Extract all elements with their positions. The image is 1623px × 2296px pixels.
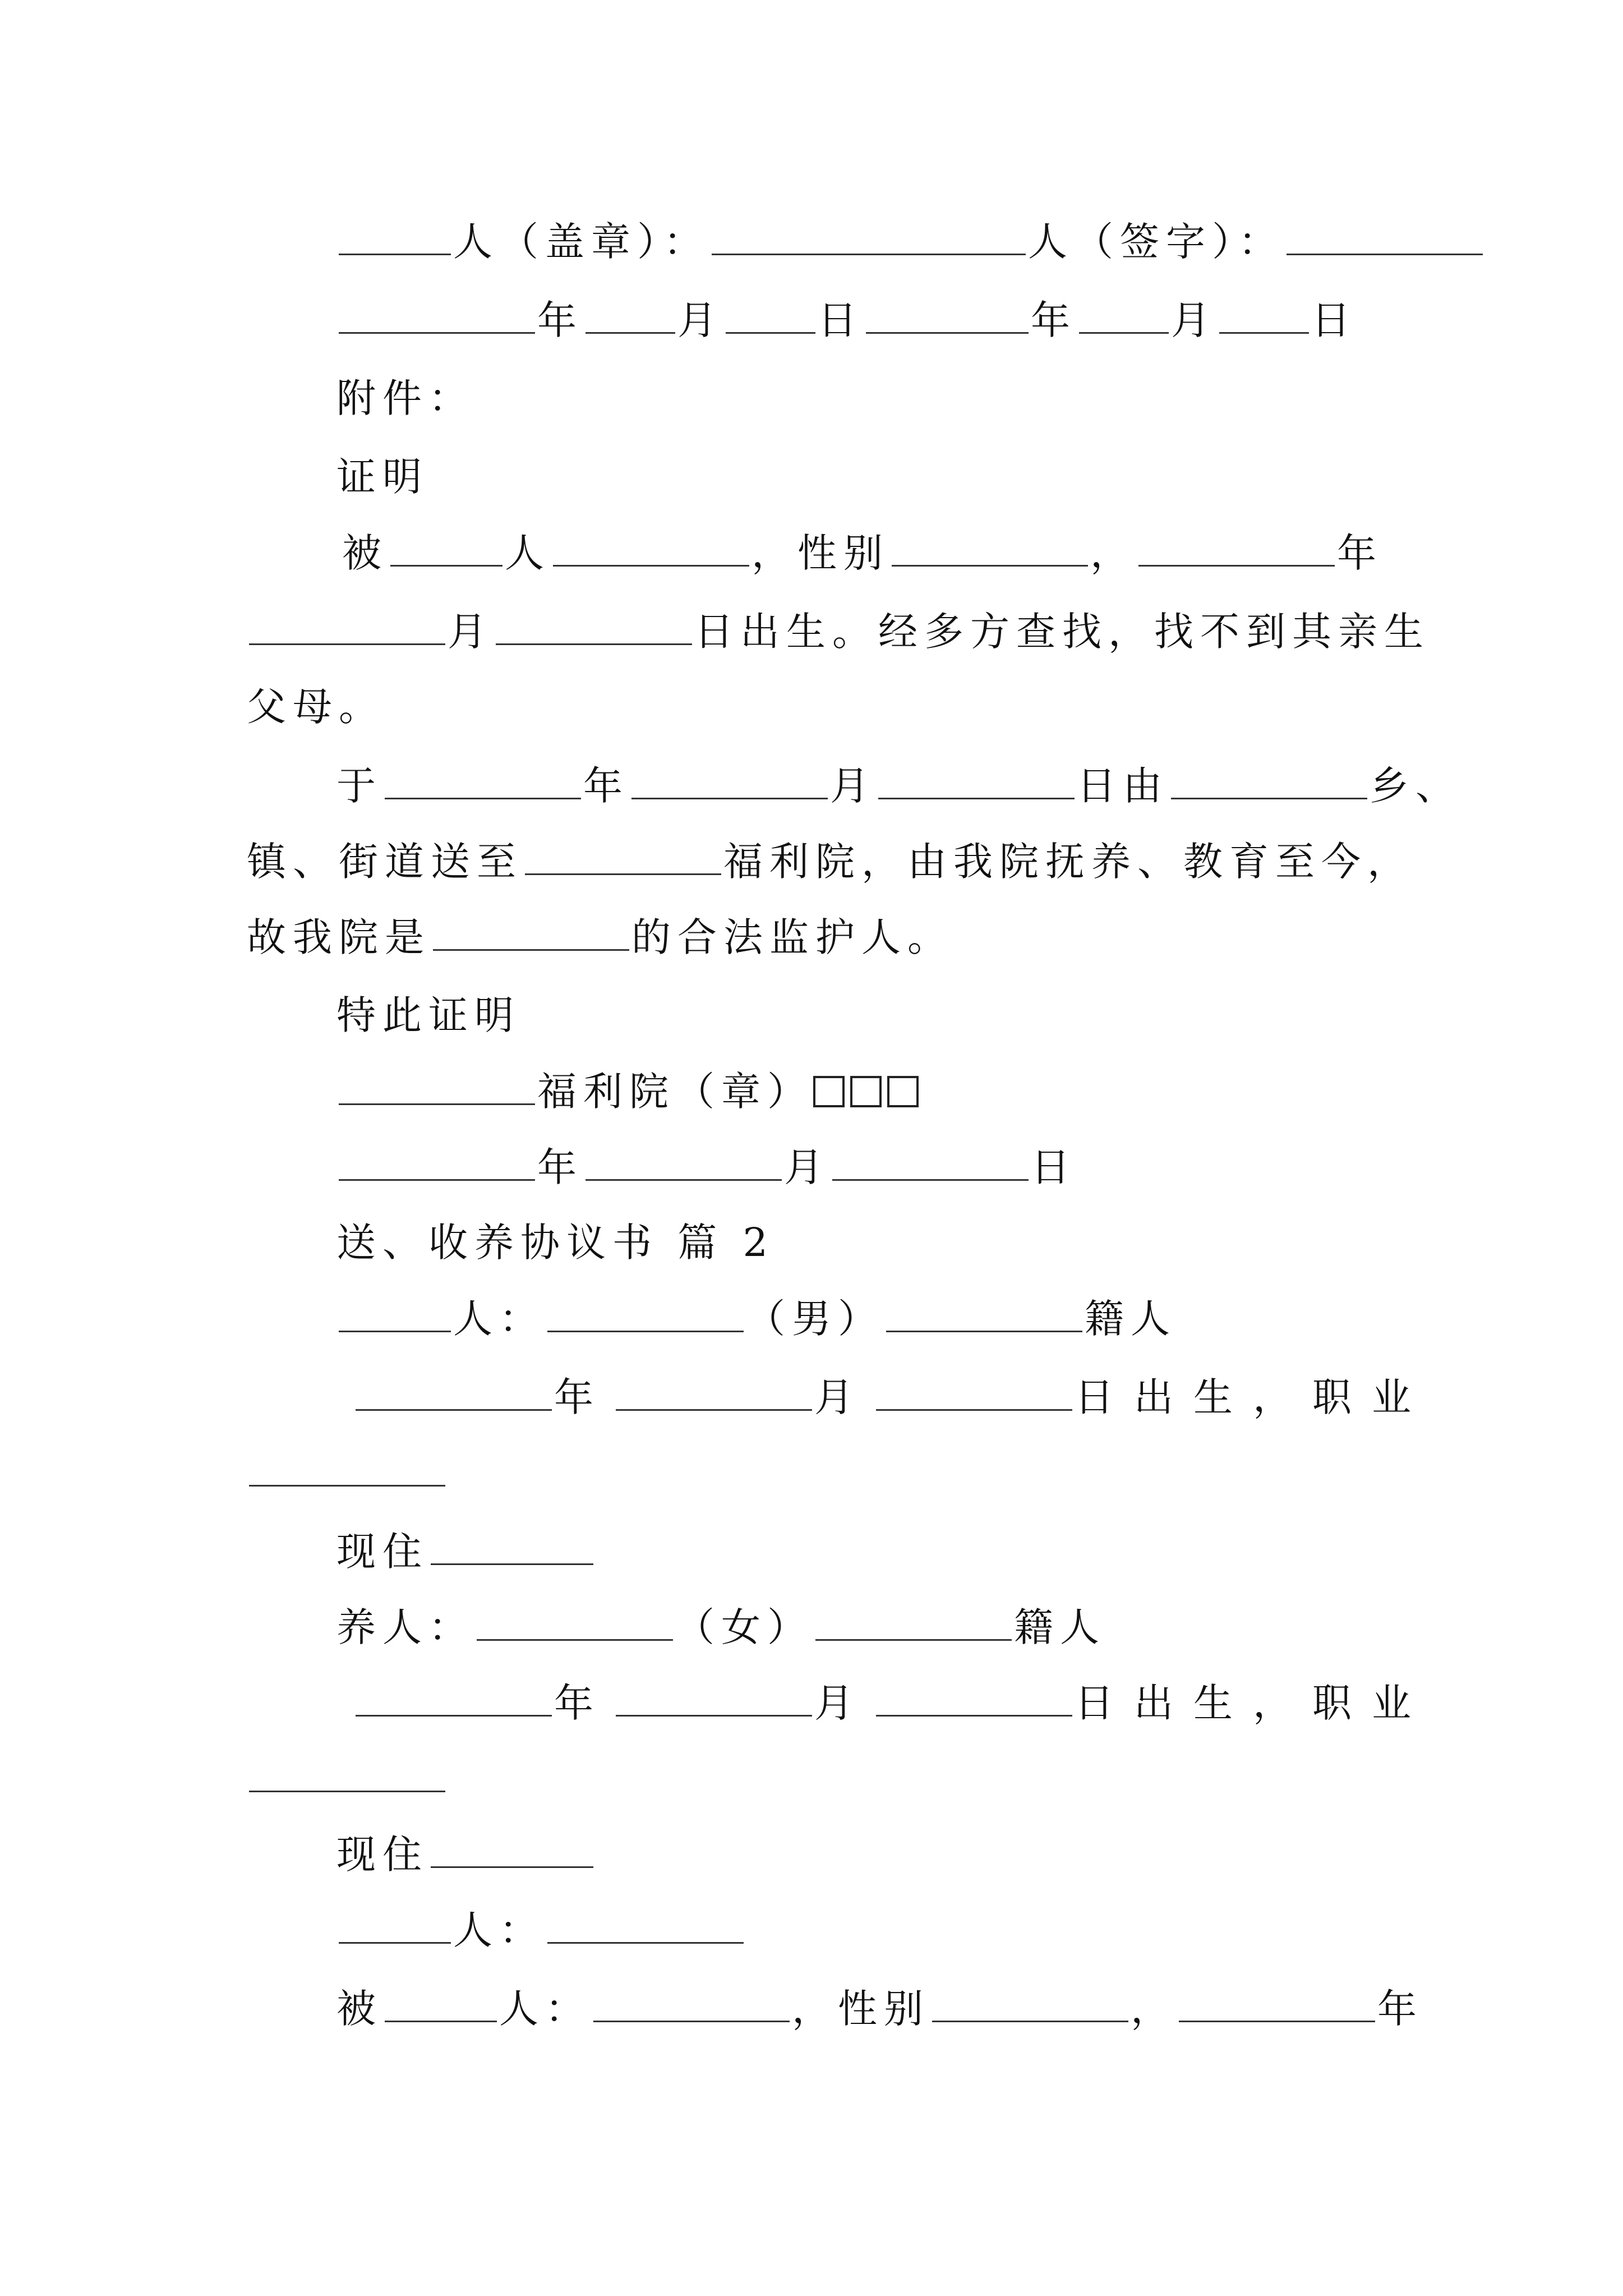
cert-para-line: [336, 757, 1461, 813]
blank-field[interactable]: [339, 1902, 451, 1944]
adopter-line: [336, 1599, 1106, 1655]
seal-line: [336, 1063, 924, 1119]
sign-line: [336, 213, 1485, 269]
blank-field[interactable]: [832, 1139, 1029, 1181]
year-label: 年: [1031, 297, 1077, 343]
blank-field[interactable]: [585, 1139, 782, 1181]
text: 现住: [336, 1529, 428, 1575]
text: 年: [537, 1144, 583, 1190]
text: 镇、街道送至: [247, 839, 523, 885]
text: 日由: [1077, 763, 1169, 809]
blank-field[interactable]: [631, 757, 828, 799]
blank-field[interactable]: [1171, 757, 1367, 799]
text: 养人：: [336, 1604, 474, 1650]
blank-field[interactable]: [431, 1826, 593, 1868]
text: ，: [1131, 1986, 1177, 2032]
text: 月: [784, 1144, 830, 1190]
sign-label: 人（签字）：: [1028, 219, 1284, 265]
blank-field[interactable]: [616, 1369, 812, 1411]
blank-field[interactable]: [726, 292, 815, 334]
text: 籍人: [1085, 1296, 1177, 1342]
attachment-label: 附件：: [336, 375, 474, 421]
text: 日: [1031, 1144, 1077, 1190]
text: 于: [336, 763, 382, 809]
blank-field[interactable]: [1138, 524, 1335, 567]
seal-date-line: [336, 1139, 1077, 1195]
text: 日出生。经多方查找，找不到其亲生: [694, 609, 1430, 655]
text: 现住: [336, 1832, 428, 1878]
cert-para-line: 父母。: [247, 684, 385, 730]
month-label: 月: [1171, 297, 1217, 343]
text: 乡、: [1370, 763, 1461, 809]
blank-field[interactable]: [496, 603, 692, 645]
cert-para-line: [247, 909, 953, 965]
blank-field[interactable]: [249, 1750, 445, 1792]
text: 人：: [499, 1986, 591, 2032]
blank-field[interactable]: [886, 1290, 1082, 1332]
blank-field[interactable]: [593, 1980, 790, 2022]
blank-field[interactable]: [339, 1063, 535, 1105]
text: 日出生，职业: [1075, 1680, 1431, 1726]
occupation-line: [247, 1444, 448, 1501]
text: 籍人: [1014, 1604, 1106, 1650]
blank-field[interactable]: [585, 292, 675, 334]
blank-field[interactable]: [878, 757, 1075, 799]
text: 被: [336, 1986, 382, 2032]
cert-para-line: [342, 524, 1383, 581]
text: ，: [1090, 530, 1136, 576]
special-certify: 特此证明: [336, 992, 520, 1038]
blank-field[interactable]: [249, 603, 445, 645]
blank-field[interactable]: [356, 1369, 552, 1411]
blank-field[interactable]: [356, 1674, 552, 1717]
day-label: 日: [818, 297, 864, 343]
adoptee-line: [336, 1980, 1423, 2036]
month-label: 月: [677, 297, 723, 343]
text: 性别: [838, 1986, 930, 2032]
text: 被: [342, 530, 388, 576]
blank-field[interactable]: [339, 213, 451, 255]
text: （男）: [746, 1296, 884, 1342]
text: 日出生，职业: [1075, 1374, 1431, 1420]
blank-field[interactable]: [390, 524, 502, 567]
checkbox-icon: [813, 1076, 845, 1107]
blank-field[interactable]: [339, 292, 535, 334]
date-line: [336, 292, 1357, 348]
blank-field[interactable]: [249, 1444, 445, 1487]
blank-field[interactable]: [876, 1369, 1072, 1411]
blank-field[interactable]: [866, 292, 1029, 334]
sender-line: [336, 1290, 1177, 1346]
cert-para-line: [247, 833, 1413, 889]
text: 人: [505, 530, 551, 576]
birth-line: [353, 1674, 1431, 1731]
blank-field[interactable]: [433, 909, 629, 951]
text: 月: [814, 1374, 874, 1420]
certificate-title: 证明: [336, 454, 428, 500]
year-label: 年: [537, 297, 583, 343]
text: 性别: [797, 530, 889, 576]
cert-para-line: [247, 603, 1430, 659]
text: （女）: [675, 1604, 813, 1650]
blank-field[interactable]: [477, 1599, 673, 1641]
blank-field[interactable]: [876, 1674, 1072, 1717]
text: 人：: [453, 1296, 545, 1342]
address-line: [336, 1523, 596, 1579]
text: 月: [830, 763, 876, 809]
section-title: 送、收养协议书 篇 2: [336, 1220, 775, 1266]
occupation-line: [247, 1750, 448, 1806]
checkbox-icon: [850, 1076, 882, 1107]
text: 的合法监护人。: [631, 914, 953, 960]
checkbox-icon: [887, 1076, 919, 1107]
blank-field[interactable]: [339, 1290, 451, 1332]
text: 月: [814, 1680, 874, 1726]
text: 年: [1377, 1986, 1423, 2032]
blank-field[interactable]: [815, 1599, 1012, 1641]
blank-field[interactable]: [385, 757, 581, 799]
seal-label: 人（盖章）：: [453, 219, 709, 265]
blank-field[interactable]: [892, 524, 1088, 567]
text: 年: [583, 763, 629, 809]
person-line: [336, 1902, 746, 1958]
blank-field[interactable]: [1219, 292, 1309, 334]
text: 年: [554, 1680, 614, 1726]
blank-field[interactable]: [385, 1980, 497, 2022]
seal-text: 福利院（章）: [537, 1069, 813, 1115]
text: ，: [751, 530, 797, 576]
blank-field[interactable]: [547, 1290, 744, 1332]
text: 故我院是: [247, 914, 431, 960]
day-label: 日: [1311, 297, 1357, 343]
blank-field[interactable]: [1079, 292, 1169, 334]
blank-field[interactable]: [431, 1523, 593, 1565]
text: ，: [792, 1986, 838, 2032]
blank-field[interactable]: [712, 213, 1026, 255]
birth-line: [353, 1369, 1431, 1425]
blank-field[interactable]: [525, 833, 721, 875]
blank-field[interactable]: [1179, 1980, 1375, 2022]
text: 福利院，由我院抚养、教育至今，: [723, 839, 1413, 885]
text: 年: [1337, 530, 1383, 576]
blank-field[interactable]: [616, 1674, 812, 1717]
text: 人：: [453, 1907, 545, 1953]
text: 月: [448, 609, 494, 655]
blank-field[interactable]: [1287, 213, 1483, 255]
blank-field[interactable]: [553, 524, 749, 567]
blank-field[interactable]: [932, 1980, 1128, 2022]
address-line: [336, 1826, 596, 1882]
blank-field[interactable]: [339, 1139, 535, 1181]
blank-field[interactable]: [547, 1902, 744, 1944]
text: 年: [554, 1374, 614, 1420]
